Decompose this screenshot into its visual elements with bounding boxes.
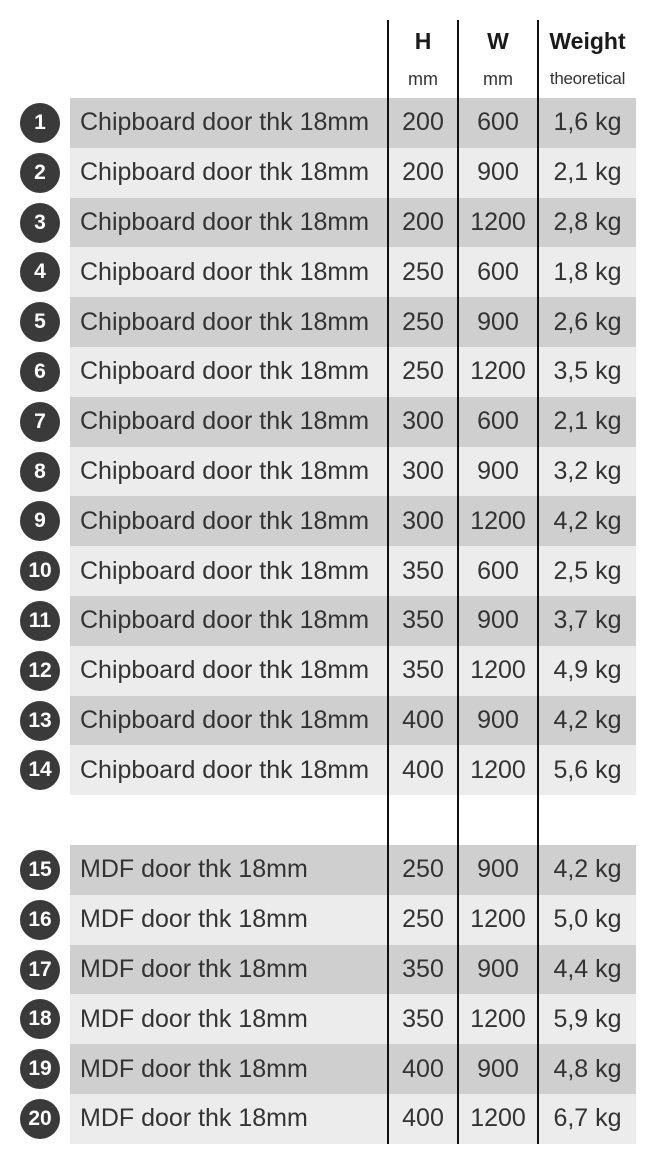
row-width-value: 1200 xyxy=(470,905,526,934)
row-number-badge: 2 xyxy=(20,153,60,193)
row-description: Chipboard door thk 18mm xyxy=(80,705,370,734)
row-height-value: 200 xyxy=(402,108,444,137)
row-number-badge: 1 xyxy=(20,103,60,143)
row-width-value: 900 xyxy=(477,855,519,884)
table-row xyxy=(0,994,656,1044)
row-height-value: 200 xyxy=(402,207,444,236)
row-description: Chipboard door thk 18mm xyxy=(80,407,370,436)
column-h-label: H xyxy=(414,28,432,54)
row-number-badge: 14 xyxy=(20,750,60,790)
table-row xyxy=(0,198,656,248)
column-w-unit: mm xyxy=(483,69,513,89)
row-width-value: 1200 xyxy=(470,1104,526,1133)
row-height-value: 400 xyxy=(402,755,444,784)
row-description: MDF door thk 18mm xyxy=(80,855,308,884)
row-weight-value: 3,2 kg xyxy=(553,456,622,485)
row-description: Chipboard door thk 18mm xyxy=(80,456,370,485)
row-height-value: 250 xyxy=(402,855,444,884)
row-width-value: 900 xyxy=(477,1054,519,1083)
row-weight-value: 1,6 kg xyxy=(553,108,622,137)
table-row xyxy=(0,895,656,945)
table-row xyxy=(0,98,656,148)
row-description: Chipboard door thk 18mm xyxy=(80,158,370,187)
table-row xyxy=(0,397,656,447)
column-weight-label: Weight xyxy=(549,28,626,54)
table-row xyxy=(0,945,656,995)
table-row xyxy=(0,496,656,546)
row-weight-value: 5,6 kg xyxy=(553,755,622,784)
table-row xyxy=(0,1044,656,1094)
row-height-value: 400 xyxy=(402,1054,444,1083)
row-height-value: 350 xyxy=(402,606,444,635)
row-weight-value: 2,1 kg xyxy=(553,158,622,187)
row-width-value: 900 xyxy=(477,158,519,187)
row-height-value: 200 xyxy=(402,158,444,187)
column-header-weight xyxy=(539,20,636,98)
row-width-value: 1200 xyxy=(470,506,526,535)
row-height-value: 250 xyxy=(402,905,444,934)
row-height-value: 350 xyxy=(402,954,444,983)
table-row xyxy=(0,696,656,746)
row-number-badge: 20 xyxy=(20,1099,60,1139)
row-height-value: 300 xyxy=(402,506,444,535)
row-width-value: 1200 xyxy=(470,207,526,236)
table-row xyxy=(0,596,656,646)
column-divider xyxy=(387,20,389,1144)
row-number-badge: 18 xyxy=(20,999,60,1039)
row-weight-value: 2,1 kg xyxy=(553,407,622,436)
row-weight-value: 2,8 kg xyxy=(553,207,622,236)
row-number-badge: 13 xyxy=(20,701,60,741)
row-description: Chipboard door thk 18mm xyxy=(80,656,370,685)
row-description: Chipboard door thk 18mm xyxy=(80,257,370,286)
table-row xyxy=(0,297,656,347)
table-header xyxy=(0,20,656,98)
row-number-badge: 12 xyxy=(20,651,60,691)
row-description: Chipboard door thk 18mm xyxy=(80,606,370,635)
row-number-badge: 7 xyxy=(20,402,60,442)
row-number-badge: 16 xyxy=(20,900,60,940)
row-weight-value: 4,2 kg xyxy=(553,855,622,884)
row-description: MDF door thk 18mm xyxy=(80,1104,308,1133)
row-weight-value: 4,2 kg xyxy=(553,705,622,734)
row-width-value: 900 xyxy=(477,307,519,336)
row-height-value: 350 xyxy=(402,1004,444,1033)
row-width-value: 900 xyxy=(477,456,519,485)
row-height-value: 400 xyxy=(402,1104,444,1133)
row-height-value: 250 xyxy=(402,357,444,386)
row-number-badge: 8 xyxy=(20,452,60,492)
row-width-value: 1200 xyxy=(470,755,526,784)
row-width-value: 900 xyxy=(477,954,519,983)
section-spacer xyxy=(70,796,636,844)
row-description: MDF door thk 18mm xyxy=(80,1004,308,1033)
row-description: MDF door thk 18mm xyxy=(80,1054,308,1083)
row-height-value: 250 xyxy=(402,257,444,286)
table-row xyxy=(0,447,656,497)
row-description: Chipboard door thk 18mm xyxy=(80,207,370,236)
row-width-value: 1200 xyxy=(470,656,526,685)
row-number-badge: 19 xyxy=(20,1049,60,1089)
row-width-value: 900 xyxy=(477,705,519,734)
row-description: Chipboard door thk 18mm xyxy=(80,556,370,585)
table-row xyxy=(0,546,656,596)
table-row xyxy=(0,845,656,895)
row-weight-value: 1,8 kg xyxy=(553,257,622,286)
row-description: Chipboard door thk 18mm xyxy=(80,506,370,535)
row-weight-value: 3,5 kg xyxy=(553,357,622,386)
row-width-value: 900 xyxy=(477,606,519,635)
column-weight-unit: theoretical xyxy=(549,69,626,88)
row-number-badge: 11 xyxy=(20,601,60,641)
row-weight-value: 5,9 kg xyxy=(553,1004,622,1033)
row-description: Chipboard door thk 18mm xyxy=(80,307,370,336)
row-number-badge: 15 xyxy=(20,850,60,890)
row-number-badge: 10 xyxy=(20,551,60,591)
row-number-badge: 6 xyxy=(20,352,60,392)
row-description: Chipboard door thk 18mm xyxy=(80,357,370,386)
column-h-unit: mm xyxy=(408,69,438,89)
row-number-badge: 17 xyxy=(20,950,60,990)
row-width-value: 600 xyxy=(477,257,519,286)
row-description: MDF door thk 18mm xyxy=(80,954,308,983)
row-weight-value: 4,2 kg xyxy=(553,506,622,535)
table-row xyxy=(0,247,656,297)
row-weight-value: 2,5 kg xyxy=(553,556,622,585)
row-height-value: 400 xyxy=(402,705,444,734)
row-weight-value: 4,4 kg xyxy=(553,954,622,983)
row-height-value: 300 xyxy=(402,456,444,485)
row-weight-value: 4,8 kg xyxy=(553,1054,622,1083)
table-row xyxy=(0,347,656,397)
row-weight-value: 5,0 kg xyxy=(553,905,622,934)
row-number-badge: 4 xyxy=(20,252,60,292)
row-number-badge: 3 xyxy=(20,203,60,243)
row-number-badge: 5 xyxy=(20,302,60,342)
row-height-value: 350 xyxy=(402,556,444,585)
row-weight-value: 6,7 kg xyxy=(553,1104,622,1133)
row-number-badge: 9 xyxy=(20,501,60,541)
row-weight-value: 4,9 kg xyxy=(553,656,622,685)
row-width-value: 1200 xyxy=(470,1004,526,1033)
row-description: MDF door thk 18mm xyxy=(80,905,308,934)
row-width-value: 600 xyxy=(477,108,519,137)
table-row xyxy=(0,646,656,696)
row-description: Chipboard door thk 18mm xyxy=(80,755,370,784)
row-weight-value: 2,6 kg xyxy=(553,307,622,336)
row-description: Chipboard door thk 18mm xyxy=(80,108,370,137)
column-divider xyxy=(537,20,539,1144)
row-width-value: 1200 xyxy=(470,357,526,386)
column-w-label: W xyxy=(487,28,509,54)
column-header-w xyxy=(459,20,537,98)
row-width-value: 600 xyxy=(477,556,519,585)
table-row xyxy=(0,745,656,795)
table-row xyxy=(0,148,656,198)
column-header-h xyxy=(389,20,457,98)
row-width-value: 600 xyxy=(477,407,519,436)
row-height-value: 350 xyxy=(402,656,444,685)
column-divider xyxy=(457,20,459,1144)
table-row xyxy=(0,1094,656,1144)
row-weight-value: 3,7 kg xyxy=(553,606,622,635)
row-height-value: 250 xyxy=(402,307,444,336)
row-height-value: 300 xyxy=(402,407,444,436)
